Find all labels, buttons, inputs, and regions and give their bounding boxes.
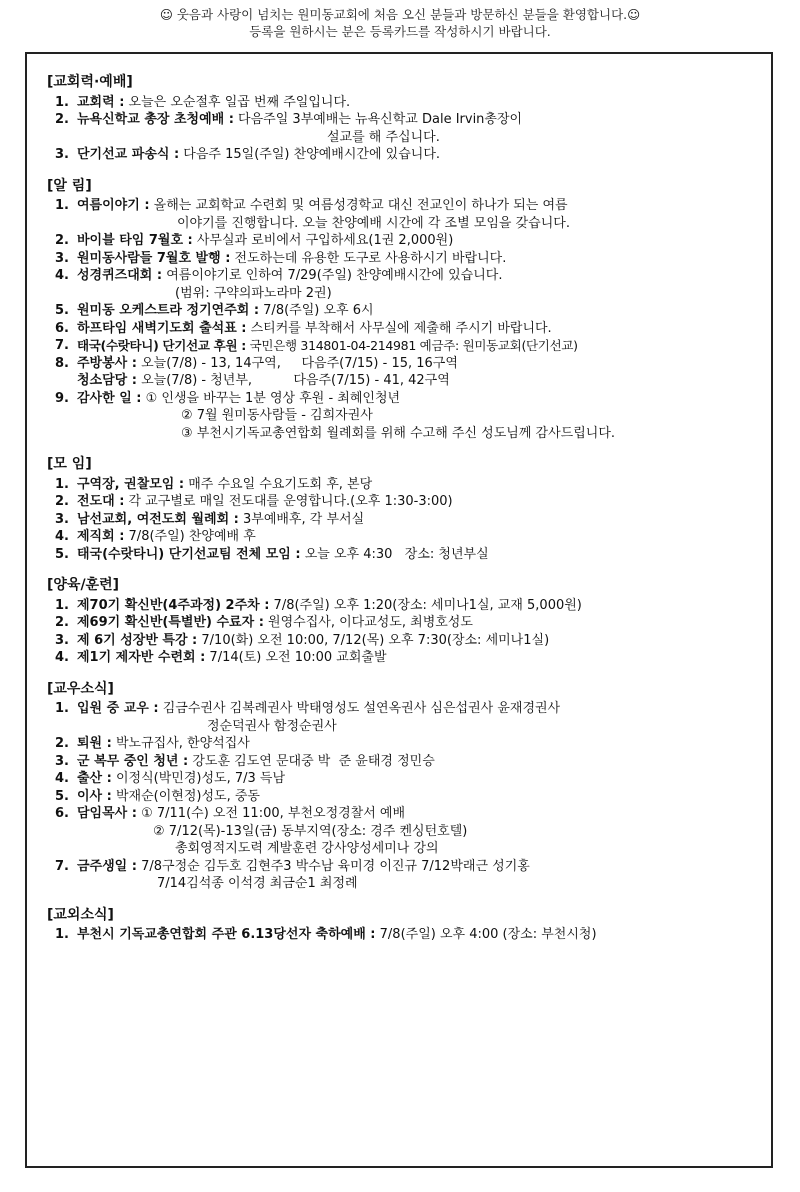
item-label: 제직회 : bbox=[77, 529, 125, 544]
item-text: 오늘 오후 4:30 장소: 청년부실 bbox=[300, 546, 489, 562]
section-worship bbox=[47, 74, 759, 164]
list-item bbox=[55, 805, 759, 858]
section-title: [교회력·예배] bbox=[47, 74, 133, 90]
item-text: 다음주일 3부예배는 뉴욕신학교 Dale Irvin총장이 bbox=[233, 112, 523, 127]
item-label: 하프타임 새벽기도회 출석표 : bbox=[77, 320, 247, 336]
section-external-news bbox=[47, 907, 759, 944]
list-item bbox=[55, 632, 759, 650]
item-label: 퇴원 : bbox=[77, 736, 112, 751]
list-item bbox=[55, 511, 759, 529]
item-label: 제70기 확신반(4주과정) 2주차 : bbox=[77, 597, 270, 613]
item-label: 이사 : bbox=[77, 788, 112, 804]
list-item bbox=[55, 735, 759, 753]
item-label: 뉴욕신학교 총장 초청예배 : bbox=[77, 112, 234, 127]
item-continuation: ② 7월 원미동사람들 - 김희자권사 bbox=[181, 408, 373, 423]
item-text: 박재순(이현정)성도, 중동 bbox=[111, 788, 260, 804]
item-label: 금주생일 : bbox=[77, 858, 137, 874]
item-number: 5. bbox=[55, 546, 69, 562]
list-item bbox=[55, 302, 759, 320]
item-text: 원영수집사, 이다교성도, 최병호성도 bbox=[263, 615, 473, 630]
item-label: 입원 중 교우 : bbox=[77, 701, 159, 716]
list-item bbox=[55, 493, 759, 511]
item-continuation: (범위: 구약의파노라마 2권) bbox=[175, 285, 332, 301]
item-text: 김금수권사 김복례권사 박태영성도 설연옥권사 심은섭권사 윤재경권사 bbox=[158, 701, 561, 716]
item-label: 단기선교 파송식 : bbox=[77, 147, 180, 162]
item-number: 2. bbox=[55, 494, 69, 509]
list-item bbox=[55, 926, 759, 944]
item-label: 부천시 기독교총연합회 주관 6.13당선자 축하예배 : bbox=[77, 927, 376, 942]
section-title: [교외소식] bbox=[47, 906, 114, 923]
list-item bbox=[55, 614, 759, 632]
section-title: [교우소식] bbox=[47, 680, 114, 697]
item-label: 전도대 : bbox=[77, 494, 125, 509]
item-text: 각 교구별로 매일 전도대를 운영합니다.(오후 1:30-3:00) bbox=[124, 494, 453, 509]
item-text: 7/8(주일) 오후 6시 bbox=[259, 303, 374, 318]
section-training bbox=[47, 577, 759, 667]
item-text: 오늘(7/8) - 청년부, 다음주(7/15) - 41, 42구역 bbox=[136, 373, 450, 388]
list-item bbox=[55, 528, 759, 546]
item-text: 7/14(토) 오전 10:00 교회출발 bbox=[205, 650, 387, 665]
item-number: 1. bbox=[55, 198, 69, 213]
item-text: 7/10(화) 오전 10:00, 7/12(목) 오후 7:30(장소: 세미나1실) bbox=[197, 632, 550, 648]
item-number: 3. bbox=[55, 632, 69, 648]
item-text: 스티커를 부착해서 사무실에 제출해 주시기 바랍니다. bbox=[246, 320, 552, 336]
list-item bbox=[55, 788, 759, 806]
list-item bbox=[55, 320, 759, 338]
item-label: 주방봉사 : bbox=[77, 355, 137, 371]
item-label: 출산 : bbox=[77, 771, 112, 786]
item-number: 4. bbox=[55, 771, 69, 786]
item-text: 오늘(7/8) - 13, 14구역, 다음주(7/15) - 15, 16구역 bbox=[136, 355, 458, 371]
item-text: 7/8(주일) 오후 4:00 (장소: 부천시청) bbox=[375, 927, 597, 942]
item-label: 제1기 제자반 수련회 : bbox=[77, 650, 206, 665]
list-item bbox=[55, 858, 759, 893]
item-number: 6. bbox=[55, 320, 69, 336]
welcome-header bbox=[0, 6, 800, 40]
item-number: 1. bbox=[55, 476, 69, 492]
item-continuation: 이야기를 진행합니다. 오늘 찬양예배 시간에 각 조별 모임을 갖습니다. bbox=[177, 215, 570, 231]
item-number: 2. bbox=[55, 736, 69, 751]
item-label: 제69기 확신반(특별반) 수료자 : bbox=[77, 615, 264, 630]
item-number: 7. bbox=[55, 338, 69, 353]
item-text: 국민은행 314801-04-214981 예금주: 원미동교회(단기선교) bbox=[245, 338, 578, 353]
item-number: 3. bbox=[55, 511, 69, 527]
section-title: [양육/훈련] bbox=[47, 577, 120, 593]
item-number: 8. bbox=[55, 355, 69, 371]
item-text: 올해는 교회학교 수련회 및 여름성경학교 대신 전교인이 하나가 되는 여름 bbox=[149, 198, 568, 213]
item-text: 사무실과 로비에서 구입하세요(1권 2,000원) bbox=[192, 233, 454, 248]
list-item bbox=[55, 476, 759, 494]
item-label: 원미동사람들 7월호 발행 : bbox=[77, 250, 231, 266]
list-item bbox=[55, 197, 759, 232]
item-label: 여름이야기 : bbox=[77, 198, 150, 213]
list-item bbox=[55, 355, 759, 390]
item-label: 태국(수랏타니) 단기선교팀 전체 모임 : bbox=[77, 546, 301, 562]
section-meetings bbox=[47, 456, 759, 563]
list-item bbox=[55, 250, 759, 268]
list-item bbox=[55, 753, 759, 771]
section-member-news bbox=[47, 681, 759, 893]
item-number: 5. bbox=[55, 788, 69, 804]
list-item bbox=[55, 337, 759, 355]
item-label: 제 6기 성장반 특강 : bbox=[77, 632, 198, 648]
registration-line: 등록을 원하시는 분은 등록카드를 작성하시기 바랍니다. bbox=[249, 24, 551, 39]
list-item bbox=[55, 111, 759, 146]
item-number: 1. bbox=[55, 94, 69, 110]
item-number: 4. bbox=[55, 529, 69, 544]
item-text: 전도하는데 유용한 도구로 사용하시기 바랍니다. bbox=[230, 250, 507, 266]
item-number: 3. bbox=[55, 147, 69, 162]
item-number: 4. bbox=[55, 650, 69, 665]
item-number: 3. bbox=[55, 753, 69, 769]
item-label: 담임목사 : bbox=[77, 806, 137, 821]
item-text: 오늘은 오순절후 일곱 번째 주일입니다. bbox=[124, 94, 351, 110]
item-text: 매주 수요일 수요기도회 후, 본당 bbox=[184, 476, 373, 492]
item-number: 1. bbox=[55, 597, 69, 613]
item-text: 박노규집사, 한양석집사 bbox=[111, 736, 250, 751]
item-label: 바이블 타임 7월호 : bbox=[77, 233, 193, 248]
item-continuation: ③ 부천시기독교총연합회 월례회를 위해 수고해 주신 성도님께 감사드립니다. bbox=[181, 425, 616, 441]
welcome-line: ☺ 웃음과 사랑이 넘치는 원미동교회에 처음 오신 분들과 방문하신 분들을 환영합니다.☺ bbox=[159, 7, 641, 22]
item-continuation: ② 7/12(목)-13일(금) 동부지역(장소: 경주 켄싱턴호텔) bbox=[153, 823, 468, 839]
item-label: 교회력 : bbox=[77, 94, 125, 110]
item-number: 2. bbox=[55, 233, 69, 248]
item-number: 6. bbox=[55, 806, 69, 821]
item-continuation: 설교를 해 주십니다. bbox=[327, 129, 440, 145]
item-label: 군 복무 중인 청년 : bbox=[77, 753, 189, 769]
item-number: 9. bbox=[55, 390, 69, 406]
list-item bbox=[55, 146, 759, 164]
item-number: 2. bbox=[55, 615, 69, 630]
list-item bbox=[55, 770, 759, 788]
bulletin-box bbox=[25, 52, 773, 1168]
list-item bbox=[55, 390, 759, 443]
list-item bbox=[55, 597, 759, 615]
item-label: 구역장, 권찰모임 : bbox=[77, 476, 185, 492]
item-number: 7. bbox=[55, 858, 69, 874]
item-label: 청소담당 : bbox=[77, 373, 137, 388]
bulletin-content bbox=[47, 74, 759, 958]
item-text: 강도훈 김도연 문대중 박 준 윤태경 정민승 bbox=[188, 753, 435, 769]
item-label: 남선교회, 여전도회 월례회 : bbox=[77, 511, 239, 527]
item-text: 여름이야기로 인하여 7/29(주일) 찬양예배시간에 있습니다. bbox=[162, 268, 503, 283]
item-text: ① 인생을 바꾸는 1분 영상 후원 - 최혜인청년 bbox=[141, 390, 401, 406]
item-text: 7/8(주일) 찬양예배 후 bbox=[124, 529, 256, 544]
item-continuation bbox=[77, 372, 759, 390]
item-continuation: 정순덕권사 함정순권사 bbox=[207, 718, 337, 734]
item-label: 원미동 오케스트라 정기연주회 : bbox=[77, 303, 260, 318]
item-number: 3. bbox=[55, 250, 69, 266]
item-label: 감사한 일 : bbox=[77, 390, 142, 406]
item-label: 성경퀴즈대회 : bbox=[77, 268, 163, 283]
list-item bbox=[55, 94, 759, 112]
item-text: 7/8(주일) 오후 1:20(장소: 세미나1실, 교재 5,000원) bbox=[269, 597, 582, 613]
list-item bbox=[55, 700, 759, 735]
item-text: 3부예배후, 각 부서실 bbox=[238, 511, 365, 527]
item-text: 7/8구정순 김두호 김현주3 박수남 육미경 이진규 7/12박래근 성기홍 bbox=[136, 858, 530, 874]
item-text: 다음주 15일(주일) 찬양예배시간에 있습니다. bbox=[179, 147, 441, 162]
item-continuation: 7/14김석종 이석경 최금순1 최정례 bbox=[157, 876, 358, 891]
section-title: [알 림] bbox=[47, 177, 92, 194]
item-number: 1. bbox=[55, 927, 69, 942]
item-number: 2. bbox=[55, 112, 69, 127]
section-notices bbox=[47, 178, 759, 443]
list-item bbox=[55, 546, 759, 564]
item-text: 이정식(박민경)성도, 7/3 득남 bbox=[111, 771, 286, 786]
list-item bbox=[55, 232, 759, 250]
item-number: 4. bbox=[55, 268, 69, 283]
item-label: 태국(수랏타니) 단기선교 후원 : bbox=[77, 338, 246, 353]
list-item bbox=[55, 649, 759, 667]
item-text: ① 7/11(수) 오전 11:00, 부천오정경찰서 예배 bbox=[136, 806, 406, 821]
list-item bbox=[55, 267, 759, 302]
item-number: 1. bbox=[55, 701, 69, 716]
section-title: [모 임] bbox=[47, 456, 92, 472]
item-continuation: 총회영적지도력 계발훈련 강사양성세미나 강의 bbox=[175, 841, 439, 856]
item-number: 5. bbox=[55, 303, 69, 318]
